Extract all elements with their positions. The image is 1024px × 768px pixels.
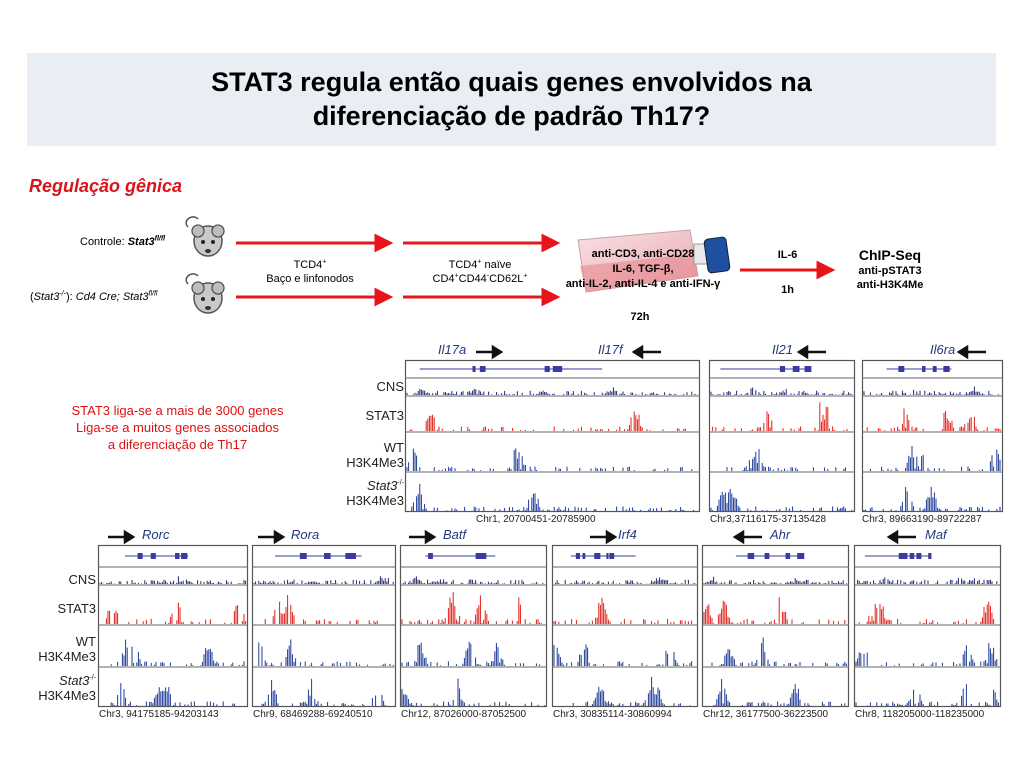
gene-exon [606,553,608,559]
gene-exon [797,553,803,559]
step1-text: TCD4+ Baço e linfonodos [266,258,354,285]
gene-label: Il21 [772,342,793,357]
gene-label: Irf4 [618,527,637,542]
genome-panel [854,545,1001,707]
gene-label: Maf [925,527,947,542]
track-label-wt: WT H3K4Me3 [346,440,404,470]
panel-frame [253,546,396,707]
genome-coordinates: Chr3, 94175185-94203143 [99,709,219,720]
genome-coordinates: Chr12, 87026000-87052500 [401,709,527,720]
gene-exon [481,553,486,559]
gene-label: Il17f [598,342,623,357]
panel-frame [401,546,547,707]
genome-coordinates: Chr1, 20700451-20785900 [476,514,596,525]
genome-coordinates: Chr9, 68469288-69240510 [253,709,373,720]
title-line-1: STAT3 regula então quais genes envolvidos na [211,67,812,97]
gene-exon [324,553,331,559]
genome-coordinates: Chr3,37116175-37135428 [710,514,827,525]
gene-exon [748,553,755,559]
gene-exon [910,553,915,559]
section-subtitle: Regulação gênica [29,176,183,196]
gene-exon [151,553,156,559]
genome-panel [552,545,698,707]
gene-label: Il17a [438,342,467,357]
control-label: Controle: $Stat3^{fl/fl}$ [80,235,166,248]
gene-exon [786,553,791,559]
gene-exon [175,553,180,559]
step2-text: TCD4+ naïve CD4+CD44-CD62L+ [432,258,528,285]
genome-coordinates: Chr3, 30835114-30860994 [553,709,672,720]
genome-panel [252,545,396,707]
genome-panel [98,545,248,707]
gene-exon [138,553,143,559]
title-line-2: diferenciação de padrão Th17? [312,101,711,131]
stimulus: IL-6 [777,249,798,261]
track-label-cns: CNS [376,379,404,394]
gene-exon [928,553,931,559]
stimulus-time: 1h [781,284,794,296]
track-label-wt: WT H3K4Me3 [38,634,96,664]
culture-time: 72h [630,311,650,323]
panel-frame [99,546,248,707]
gene-label: Rora [291,527,320,542]
track-label-ko: Stat3-/- H3K4Me3 [38,673,96,703]
genome-panel [702,545,849,707]
gene-exon [594,553,600,559]
gene-exon [902,553,907,559]
gene-exon [428,553,433,559]
genome-coordinates: Chr8, 118205000-118235000 [855,709,985,720]
panel-frame [703,546,849,707]
assay-block: ChIP-Seq anti-pSTAT3 anti-H3K4Me [856,247,924,291]
gene-label: Ahr [770,527,791,542]
track-label-cns: CNS [68,572,96,587]
genome-coordinates: Chr3, 89663190-89722287 [862,514,982,525]
gene-exon [583,553,586,559]
gene-label: Il6ra [930,342,956,357]
panel-frame [553,546,698,707]
findings-text: STAT3 liga-se a mais de 3000 genes Liga-se a muitos genes associados a diferenciação de Th17 [71,403,284,452]
genome-panel [400,545,547,707]
knockout-label: (Stat3-/-): Cd4 Cre; $Stat3^{fl/fl}$ [30,290,158,303]
gene-exon [300,553,307,559]
gene-exon [765,553,770,559]
track-label-stat3: STAT3 [57,601,96,616]
panel-frame [855,546,1001,707]
track-label-ko: Stat3-/- H3K4Me3 [346,478,404,508]
culture-conditions: anti-CD3, anti-CD28 IL-6, TGF-β, anti-IL-2, anti-IL-4 e anti-IFN-γ [565,248,721,290]
gene-exon [576,553,580,559]
gene-exon [345,553,348,559]
genome-coordinates: Chr12, 36177500-36223500 [703,709,829,720]
track-label-stat3: STAT3 [365,408,404,423]
gene-exon [916,553,921,559]
gene-exon [181,553,185,559]
gene-label: Rorc [142,527,170,542]
gene-label: Batf [443,527,467,542]
gene-exon [609,553,614,559]
gene-exon [353,553,356,559]
